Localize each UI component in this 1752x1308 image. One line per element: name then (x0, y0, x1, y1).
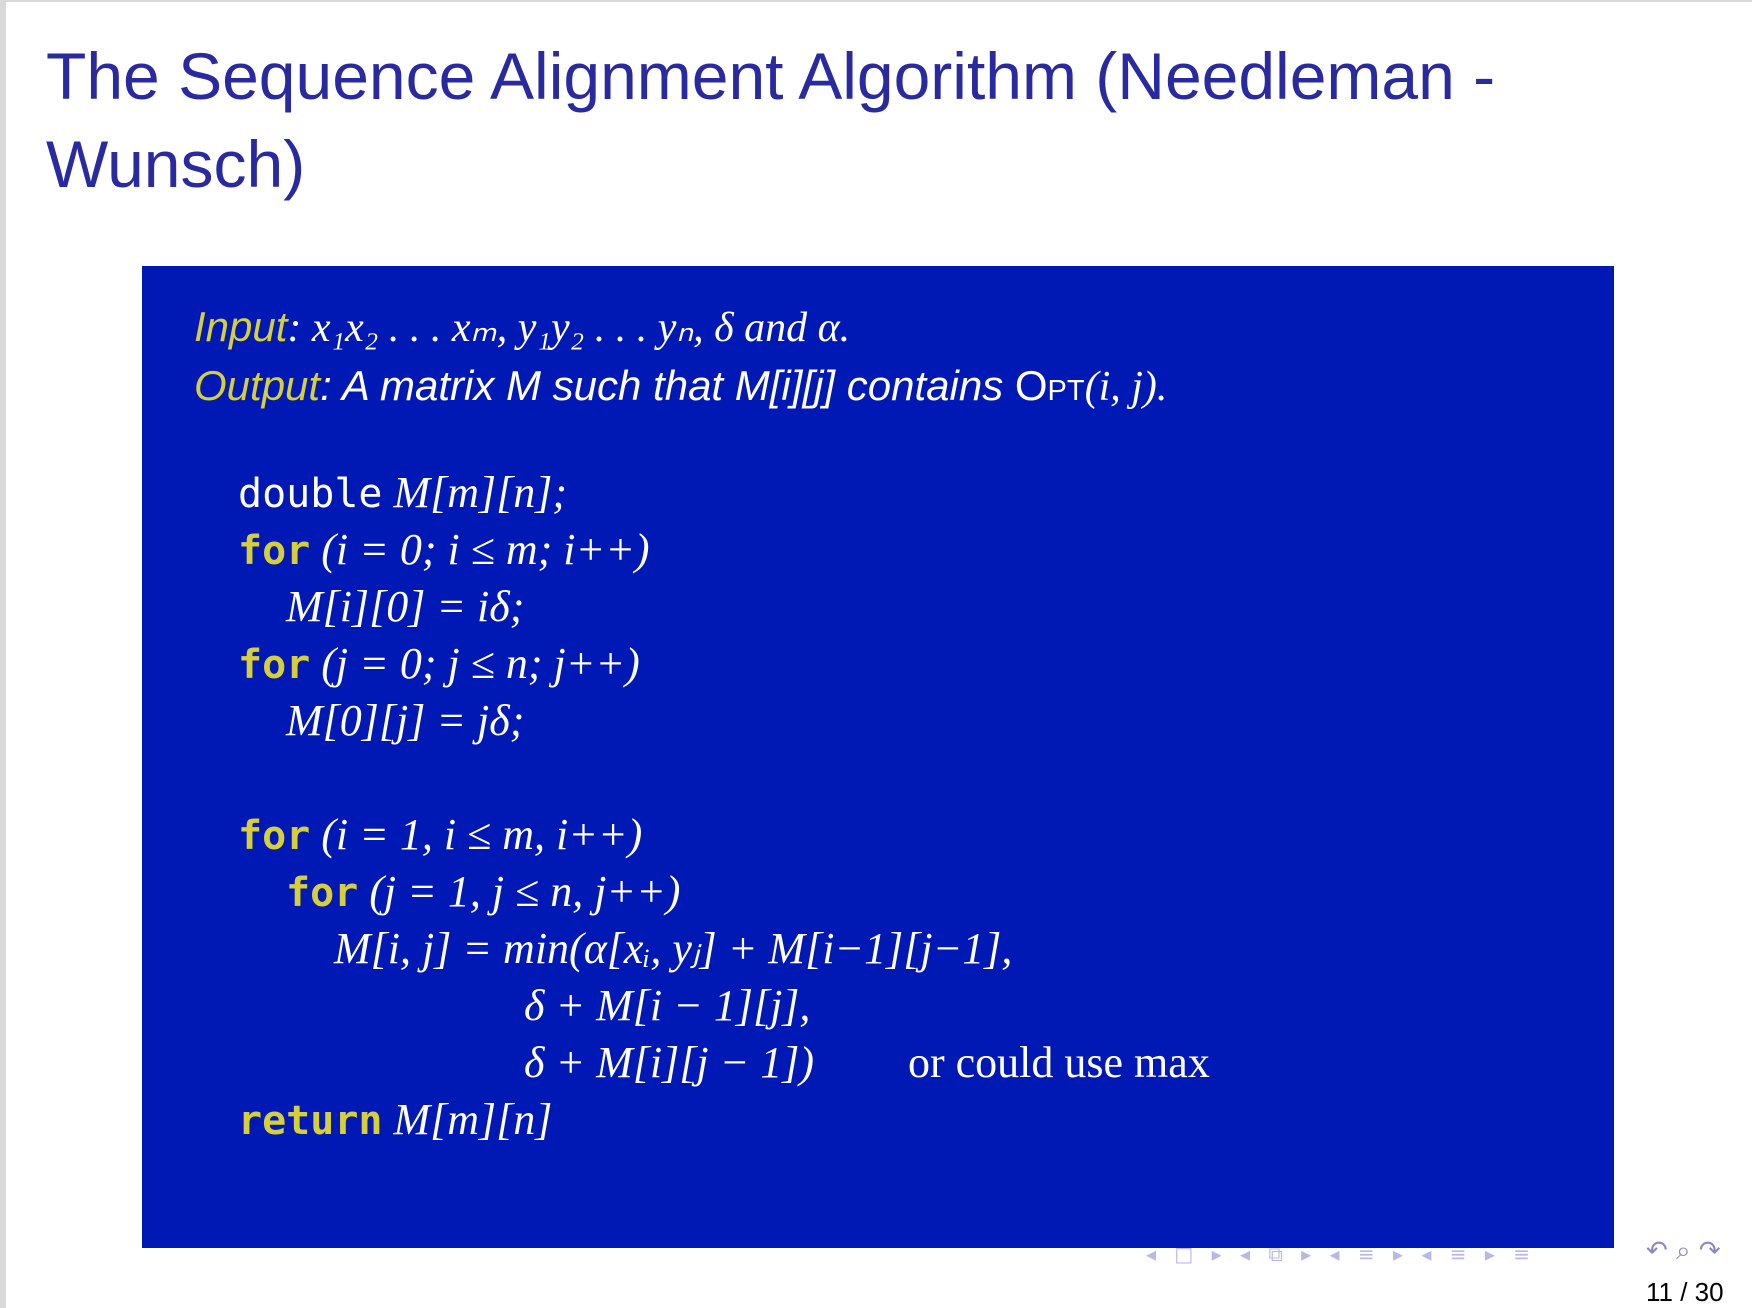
slide-title: The Sequence Alignment Algorithm (Needleman - Wunsch) (46, 39, 1496, 201)
code-line-8 (334, 922, 1012, 976)
output-label: Output (194, 362, 321, 409)
code-text: δ + M[i][j − 1]) (524, 1038, 815, 1087)
input-label: Input (194, 303, 288, 350)
code-text: δ + M[i − 1][j], (524, 981, 811, 1030)
code-text: (i = 0; i ≤ m; i++) (310, 525, 650, 574)
io-block (194, 298, 1167, 416)
output-opt: Opt (1014, 362, 1085, 409)
input-text: : x₁x₂ . . . xₘ, y₁y₂ . . . yₙ, δ and α. (287, 305, 851, 351)
output-line (194, 357, 1167, 416)
code-keyword: double (238, 471, 383, 517)
code-line-7 (286, 865, 680, 920)
code-line-10 (524, 1036, 814, 1090)
code-keyword: for (286, 870, 359, 916)
input-line (194, 298, 1167, 357)
comment-text: or could use max (908, 1038, 1210, 1087)
code-line-5 (286, 694, 524, 748)
code-line-2 (238, 523, 650, 578)
code-text: M[i][0] = iδ; (286, 582, 525, 631)
output-text-1: : A matrix M such that M[i][j] contains (320, 362, 1015, 409)
code-line-6 (238, 808, 642, 863)
code-line-11 (238, 1093, 552, 1148)
page-number: 11 / 30 (1646, 1277, 1724, 1307)
code-text: (j = 0; j ≤ n; j++) (310, 639, 640, 688)
code-text: (j = 1, j ≤ n, j++) (358, 867, 681, 916)
code-text: M[0][j] = jδ; (286, 696, 525, 745)
code-keyword: for (238, 813, 311, 859)
code-keyword: return (238, 1098, 383, 1144)
output-text-2: (i, j). (1084, 364, 1168, 410)
code-text: M[i, j] = min(α[xᵢ, yⱼ] + M[i−1][j−1], (334, 924, 1013, 973)
code-line-1 (238, 466, 567, 521)
code-line-4 (238, 637, 640, 692)
beamer-navigation[interactable]: ◂ □ ▸ ◂ ⧉ ▸ ◂ ≡ ▸ ◂ ≡ ▸ ≡ (1146, 1242, 1537, 1266)
code-comment (908, 1036, 1210, 1090)
code-keyword: for (238, 528, 311, 574)
code-keyword: for (238, 642, 311, 688)
code-text: M[m][n] (382, 1095, 553, 1144)
code-text: M[m][n]; (382, 468, 568, 517)
code-line-3 (286, 580, 524, 634)
slide (6, 2, 1752, 1308)
code-text: (i = 1, i ≤ m, i++) (310, 810, 643, 859)
algorithm-box (142, 266, 1614, 1248)
search-controls-icon[interactable]: ↶ ⌕ ↷ (1646, 1236, 1721, 1266)
code-line-9 (524, 979, 810, 1033)
